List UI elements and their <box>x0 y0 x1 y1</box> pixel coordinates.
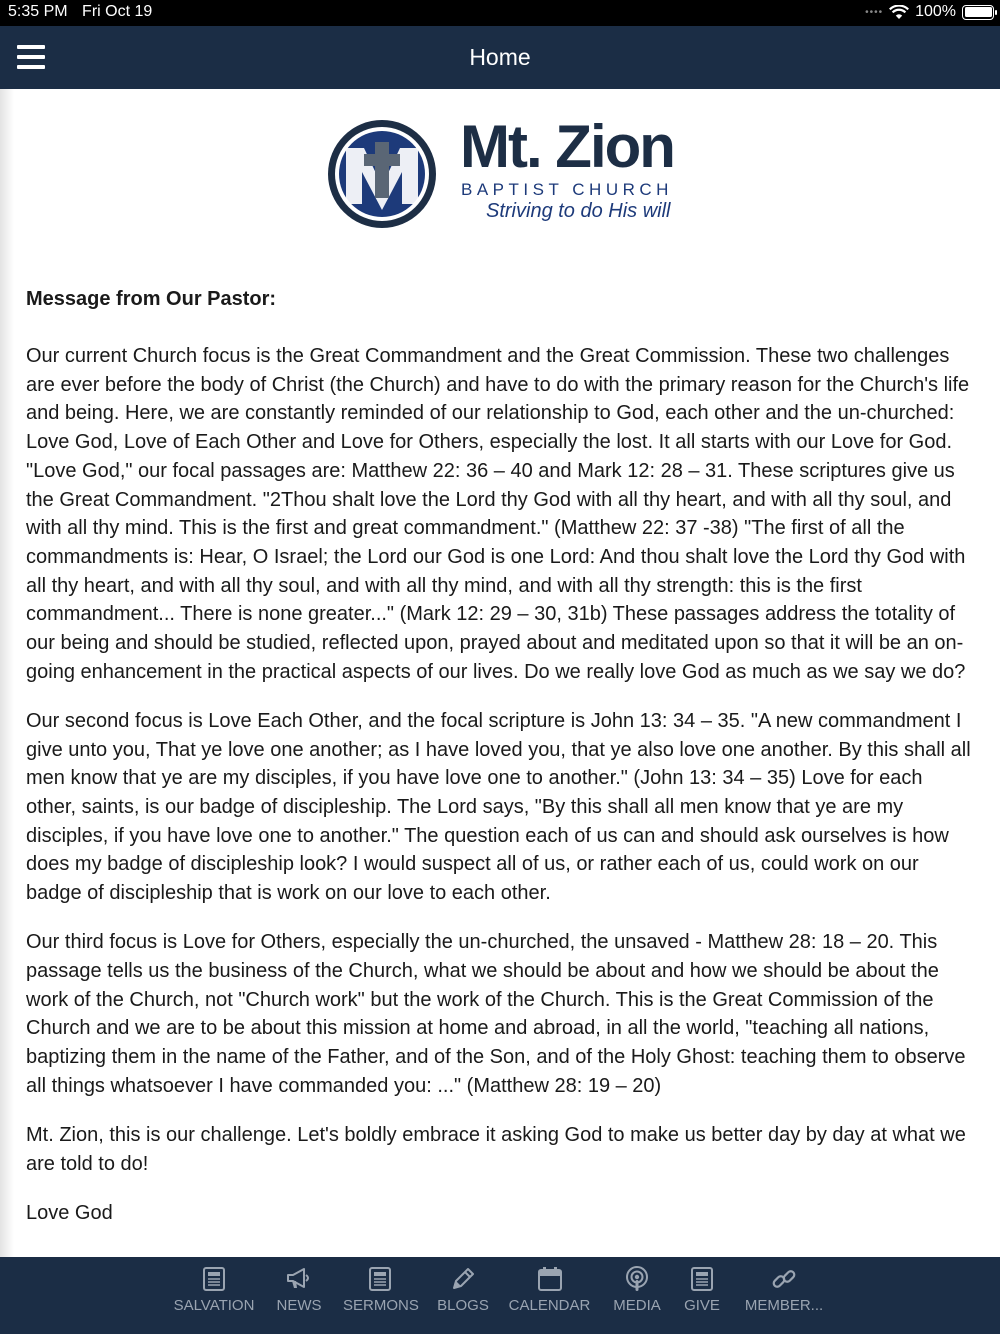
tab-bar <box>0 1257 1000 1334</box>
newspaper-icon <box>367 1266 393 1292</box>
status-time: 5:35 PM <box>8 3 68 20</box>
message-paragraph: Our current Church focus is the Great Commandment and the Great Commission. These two challenges are ever before the body of Christ (the Church) and have to do with the primary reason for the Church's life and being. Here, we are constantly reminded of our relationship to God, each other and the un-churched: Love God, Love of Each Other and Love for Others, especially the lost. It all starts with our Love for God. "Love God," our focal passages are: Matthew 22: 36 – 40 and Mark 12: 28 – 31. These scriptures give us the Great Commandment. "2Thou shalt love the Lord thy God with all thy heart, and with all thy soul, and with all thy mind. This is the first and great commandment." (Matthew 22: 37 -38) "The first of all the commandments is: Hear, O Israel; the Lord our God is one Lord: And thou shalt love the Lord thy God with all thy heart, and with all thy soul, and with all thy mind, and with all thy strength: this is the first commandment... There is none greater..." (Mark 12: 29 – 30, 31b) These passages address the totality of our being and should be studied, reflected upon, prayed about and meditated upon so that it will be an on-going enhancement in the practical aspects of our lives. Do we really love God as much as we say we do? <box>26 345 970 683</box>
message-heading: Message from Our Pastor: <box>26 288 277 310</box>
cellular-signal-icon: •••• <box>865 6 884 18</box>
calendar-icon <box>537 1266 563 1292</box>
megaphone-icon <box>285 1266 313 1292</box>
wifi-icon <box>889 5 909 20</box>
battery-icon <box>962 5 994 20</box>
tab-label: MEDIA <box>613 1297 661 1314</box>
page-title: Home <box>469 44 531 70</box>
tab-media[interactable] <box>610 1266 664 1314</box>
tab-member[interactable] <box>743 1266 825 1314</box>
newspaper-icon <box>689 1266 715 1292</box>
tab-calendar[interactable] <box>508 1266 591 1314</box>
church-logo <box>305 111 697 233</box>
logo-name: Mt. Zion <box>460 113 674 180</box>
newspaper-icon <box>201 1266 227 1292</box>
nav-bar <box>0 26 1000 89</box>
tab-label: SERMONS <box>343 1297 419 1314</box>
message-paragraph: Love God <box>26 1201 113 1224</box>
tab-blogs[interactable] <box>436 1266 490 1314</box>
content-area[interactable] <box>0 89 1000 1257</box>
edge-shadow <box>0 89 14 1257</box>
pastor-message <box>26 285 978 1248</box>
tab-label: MEMBER... <box>744 1297 824 1314</box>
pencil-icon <box>450 1266 476 1292</box>
status-date: Fri Oct 19 <box>82 3 153 20</box>
tab-label: NEWS <box>276 1297 322 1314</box>
message-paragraph: Mt. Zion, this is our challenge. Let's boldly embrace it asking God to make us better day by day at what we are told to do! <box>26 1124 966 1175</box>
logo-tagline: Striving to do His will <box>486 200 671 222</box>
tab-label: CALENDAR <box>508 1297 591 1314</box>
tab-label: BLOGS <box>437 1297 489 1314</box>
tab-give[interactable] <box>682 1266 722 1314</box>
battery-percent: 100% <box>915 3 956 20</box>
tab-salvation[interactable] <box>172 1266 256 1314</box>
status-bar <box>0 0 1000 26</box>
status-right <box>865 3 994 21</box>
status-left <box>8 3 162 21</box>
tab-label: GIVE <box>684 1297 720 1314</box>
logo-subtitle: BAPTIST CHURCH <box>461 180 673 199</box>
message-paragraph: Our third focus is Love for Others, especially the un-churched, the unsaved - Matthew 28: 18 – 20. This passage tells us the business of the Church, what we should be about and how we should be about the work of the Church, not "Church work" but the work of the Church. This is the Great Commission of the Church and we are to be about this mission at home and abroad, in all the world, "teaching all nations, baptizing them in the name of the Father, and of the Son, and of the Holy Ghost: teaching them to observe all things whatsoever I have commanded you: ..." (Matthew 28: 19 – 20) <box>26 931 966 1097</box>
tab-label: SALVATION <box>173 1297 255 1314</box>
church-emblem-icon <box>326 118 438 230</box>
message-paragraph: Our second focus is Love Each Other, and the focal scripture is John 13: 34 – 35. "A new commandment I give unto you, That ye love one another; as I have loved you, that ye also love one another. By this shall all men know that ye are my disciples, if you have love one to another." (John 13: 34 – 35) Love for each other, saints, is our badge of discipleship. The Lord says, "By this shall all men know that ye are my disciples, if you have love one to another." The question each of us can and should ask ourselves is how does my badge of discipleship look? I would suspect all of us, or rather each of us, could work on our badge of discipleship that is work on our love to each other. <box>26 709 971 905</box>
tab-news[interactable] <box>274 1266 324 1314</box>
podcast-icon <box>624 1266 650 1292</box>
tab-sermons[interactable] <box>343 1266 417 1314</box>
link-icon <box>771 1266 797 1292</box>
